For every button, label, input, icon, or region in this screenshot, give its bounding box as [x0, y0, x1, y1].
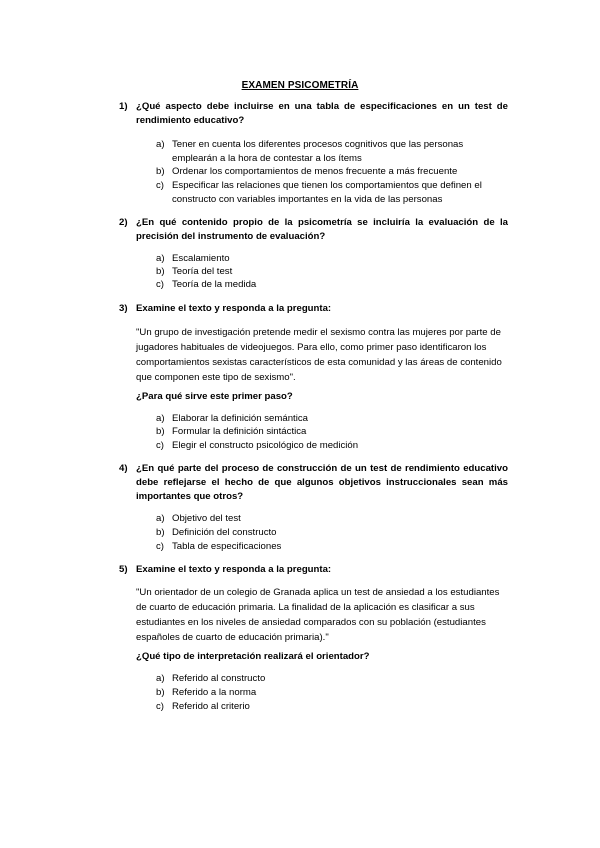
quote-text: "Un grupo de investigación pretende medir el sexismo contra las mujeres por parte de jugadores habituales de videojuegos. Para ello, como primer paso identificaron los comportamientos sexistas característicos de esta comunidad y las áreas de contenido que componen este tipo de sexismo". — [136, 327, 502, 383]
option-letter: b) — [156, 687, 165, 698]
option-letter: a) — [156, 139, 165, 150]
option-letter: a) — [156, 413, 165, 424]
option-letter: a) — [156, 673, 165, 684]
question-number: 3) — [119, 303, 128, 314]
option-text: Tener en cuenta los diferentes procesos cognitivos que las personas emplearán a la hora de contestar a los ítems — [172, 139, 464, 164]
option-letter: c) — [156, 541, 164, 552]
option-letter: b) — [156, 527, 165, 538]
option-text: Ordenar los comportamientos de menos frecuente a más frecuente — [172, 166, 458, 177]
question-number: 5) — [119, 564, 128, 575]
option-text: Escalamiento — [172, 253, 230, 264]
option-letter: a) — [156, 513, 165, 524]
option-text: Formular la definición sintáctica — [172, 426, 307, 437]
option-text: Definición del constructo — [172, 527, 277, 538]
option-text: Teoría de la medida — [172, 279, 257, 290]
question-number: 1) — [119, 101, 128, 112]
page-title: EXAMEN PSICOMETRÍA — [241, 80, 359, 91]
subquestion: ¿Para qué sirve este primer paso? — [136, 391, 293, 402]
question-number: 2) — [119, 217, 128, 228]
quote-text: "Un orientador de un colegio de Granada aplica un test de ansiedad a los estudiantes de cuarto de educación primaria. La finalidad de la aplicación es clasificar a sus estudiantes en los niveles de ansiedad comparados con su población (estudiantes españoles de cuarto de educación primaria)." — [136, 587, 500, 643]
option-letter: c) — [156, 279, 164, 290]
option-text: Teoría del test — [172, 266, 233, 277]
option-letter: c) — [156, 440, 164, 451]
question-text: ¿Qué aspecto debe incluirse en una tabla de especificaciones en un test de rendimiento educativo? — [136, 101, 508, 126]
option-text: Referido a la norma — [172, 687, 257, 698]
question-text: Examine el texto y responda a la pregunta: — [136, 303, 332, 314]
question-text: ¿En qué contenido propio de la psicometría se incluiría la evaluación de la precisión del instrumento de evaluación? — [136, 217, 508, 242]
option-text: Referido al criterio — [172, 701, 250, 712]
option-letter: c) — [156, 701, 164, 712]
option-text: Elegir el constructo psicológico de medición — [172, 440, 359, 451]
option-text: Especificar las relaciones que tienen los comportamientos que definen el constructo con variables importantes en la vida de las personas — [172, 180, 482, 205]
option-letter: b) — [156, 426, 165, 437]
question-number: 4) — [119, 463, 128, 474]
option-letter: a) — [156, 253, 165, 264]
question-text: Examine el texto y responda a la pregunta: — [136, 564, 332, 575]
option-letter: c) — [156, 180, 164, 191]
option-text: Tabla de especificaciones — [172, 541, 282, 552]
option-text: Referido al constructo — [172, 673, 266, 684]
option-text: Objetivo del test — [172, 513, 241, 524]
option-text: Elaborar la definición semántica — [172, 413, 308, 424]
option-letter: b) — [156, 266, 165, 277]
option-letter: b) — [156, 166, 165, 177]
subquestion: ¿Qué tipo de interpretación realizará el orientador? — [136, 651, 370, 662]
question-text: ¿En qué parte del proceso de construcción de un test de rendimiento educativo debe reflejarse el hecho de que algunos objetivos instruccionales sean más importantes que otros? — [136, 463, 508, 502]
